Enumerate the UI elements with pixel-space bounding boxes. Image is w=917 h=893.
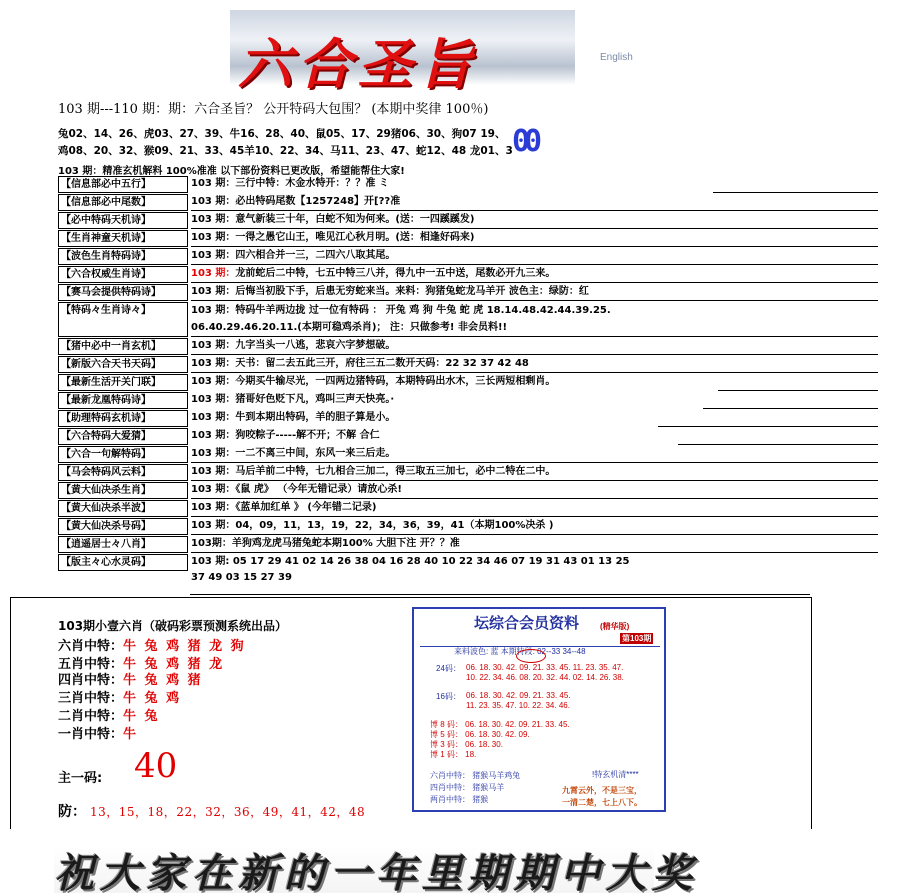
row-label: 【赛马会提供特码诗】 (58, 284, 188, 301)
table-row (58, 248, 878, 266)
main-code-value: 40 (134, 746, 178, 786)
row-content-red: 103 期： (191, 268, 236, 279)
table-row (58, 482, 878, 500)
row-rule (191, 336, 878, 337)
row-rule (191, 264, 878, 265)
row-content: 103 期：天书：留二去五此三开，府往三五二数开天码：22 32 37 42 48 (191, 358, 529, 369)
row-rule (191, 246, 878, 247)
period-heading: 103 期---110 期：期：六合圣旨？ 公开特码大包围？ (本期中奖律 100％) (58, 102, 489, 117)
row-label: 【马会特码风云料】 (58, 464, 188, 481)
row-content: 103 期：必出特码尾数【1257248】开[??准 (191, 196, 401, 207)
row-content: 103 期：《蓝单加红单 》 (今年错二记录) (191, 502, 377, 513)
tier-zodiacs: 牛 兔 鸡 猪 龙 狗 (123, 639, 246, 654)
row-content: 103 期：九字当头一八逃，悲哀六字梦想破。 (191, 340, 396, 351)
row-rule (718, 390, 878, 391)
row-content: 103 期：《鼠 虎》 （今年无错记录）请放心杀! (191, 484, 402, 495)
tier-four (58, 669, 203, 688)
card-two: 两肖中特： 猪猴 (430, 795, 489, 804)
table-row (58, 464, 878, 482)
table-row (58, 410, 878, 428)
row-rule (191, 372, 878, 373)
row-content: 103 期：牛到本期出特码，羊的胆子算是小。 (191, 412, 396, 423)
row-content: 103 期：后悔当初股下手，后患无穷蛇来当。来料：狗猪兔蛇龙马羊开 波色主：绿防：红 (191, 286, 589, 297)
table-row (58, 536, 878, 554)
table-row (58, 518, 878, 536)
table-row (58, 356, 878, 374)
row-content: 103 期：马后羊前二中特，七九相合三加二，得三取五三加七，必中二特在二中。 (191, 466, 556, 477)
table-row (58, 284, 878, 302)
divider (190, 594, 810, 595)
notice-line: 103 期：精准玄机解料 100%准准 以下部份资料已更改版，希望能帮住大家! (58, 166, 405, 177)
row-label: 【逍遥居士々八肖】 (58, 536, 188, 553)
card-line-1: 来料波色: 蓝 本期特段: 02--33 34--48 (454, 647, 586, 656)
row-label: 【黄大仙决杀生肖】 (58, 482, 188, 499)
tier-prefix: 二肖中特： (58, 709, 124, 724)
table-row (58, 446, 878, 464)
card-poem-1: 九霄云外，不是三宝， (562, 786, 642, 795)
prediction-table (58, 176, 878, 592)
row-content: 103 期：三行中特：木金水特开：？？准 ミ (191, 178, 389, 189)
card-b3: 博 3 码： 06. 18. 30. (430, 740, 503, 749)
tier-prefix: 四肖中特： (58, 673, 124, 688)
site-title: 六合圣旨 (238, 32, 478, 96)
english-link[interactable]: English (600, 52, 633, 63)
row-rule (191, 462, 878, 463)
row-label: 【六合一句解特码】 (58, 446, 188, 463)
row-content-line-2: 06.40.29.46.20.11.(本期可稳鸡杀肖)； 注：只做参考! 非会员料!! (191, 322, 508, 333)
row-content (191, 554, 630, 586)
row-label: 【必中特码天机诗】 (58, 212, 188, 229)
table-row (58, 338, 878, 356)
row-rule (191, 498, 878, 499)
row-content (191, 266, 555, 282)
table-row (58, 176, 878, 194)
card-six: 六肖中特： 猪猴马羊鸡兔 (430, 771, 521, 780)
row-label: 【信息部必中五行】 (58, 176, 188, 193)
row-label: 【新版六合天书天码】 (58, 356, 188, 373)
row-content: 103 期：04，09，11，13，19，22，34，36，39，41（本期100%决杀 ) (191, 520, 554, 531)
tier-six (58, 635, 246, 654)
tier-zodiacs: 牛 兔 鸡 猪 龙 (123, 657, 225, 672)
zodiac-numbers-line-2: 鸡08、20、32、猴09、21、33、45羊10、22、34、马11、23、47、蛇12、48 龙01、3 (58, 145, 513, 157)
row-content: 103期：羊狗鸡龙虎马猪兔蛇本期100% 大胆下注 开？？准 (191, 538, 460, 549)
row-rule (191, 282, 878, 283)
card-g24-b: 10. 22. 34. 46. 08. 20. 32. 44. 02. 14. 26. 38. (466, 673, 624, 682)
tier-zodiacs: 牛 兔 鸡 猪 (123, 673, 203, 688)
tier-two (58, 705, 160, 724)
table-row (58, 212, 878, 230)
row-label: 【猪中必中一肖玄机】 (58, 338, 188, 355)
table-row (58, 392, 878, 410)
row-label: 【最新生活开关门联】 (58, 374, 188, 391)
tier-prefix: 一肖中特： (58, 727, 124, 742)
card-g16-a: 06. 18. 30. 42. 09. 21. 33. 45. (466, 691, 571, 700)
card-badge-period: 第103期 (622, 634, 652, 643)
table-row (58, 554, 878, 592)
member-card-image (412, 607, 666, 812)
zodiac-numbers-line-1: 兔02、14、26、虎03、27、39、牛16、28、40、鼠05、17、29猪06、30、狗07 19、 (58, 128, 506, 140)
card-badge-edition: (精华版) (600, 622, 630, 631)
defend-label: 防： (58, 804, 86, 820)
card-title: 坛综合会员资料 (474, 615, 580, 632)
row-label: 【波色生肖特码诗】 (58, 248, 188, 265)
tier-prefix: 六肖中特： (58, 639, 124, 654)
card-four: 四肖中特： 猪猴马羊 (430, 783, 505, 792)
card-g16-b: 11. 23. 35. 47. 10. 22. 34. 46. (466, 701, 570, 710)
row-rule (191, 300, 878, 301)
tier-three (58, 687, 181, 706)
row-content: 103 期：一二不离三中间，东风一来三后走。 (191, 448, 396, 459)
table-row (58, 302, 878, 338)
card-b1: 博 1 码： 18. (430, 750, 477, 759)
card-tag: !特玄机清**** (592, 770, 639, 779)
six-zodiac-title: 103期小壹六肖（破码彩票预测系统出品） (58, 619, 288, 633)
footer-slogan: 祝大家在新的一年里期期中大奖 (54, 850, 698, 893)
row-rule (658, 426, 878, 427)
row-content (191, 302, 611, 336)
row-rule (191, 210, 878, 211)
row-label: 【六合特码大爱猜】 (58, 428, 188, 445)
row-label: 【最新龙凰特码诗】 (58, 392, 188, 409)
row-content: 103 期：狗咬粽子-----解不开；不解 合仁 (191, 430, 380, 441)
row-label: 【信息部必中尾数】 (58, 194, 188, 211)
row-label: 【黄大仙决杀号码】 (58, 518, 188, 535)
row-rule (191, 228, 878, 229)
row-label: 【黄大仙决杀半波】 (58, 500, 188, 517)
tier-zodiacs: 牛 (123, 727, 139, 742)
blue-logo-icon: 00 (512, 124, 537, 159)
row-content: 103 期：意气新装三十年，白蛇不知为何来。(送：一四蹊蹊发) (191, 214, 475, 225)
row-rule (191, 354, 878, 355)
row-rule (191, 552, 878, 553)
card-b8: 博 8 码： 06. 18. 30. 42. 09. 21. 33. 45. (430, 720, 570, 729)
row-rule (191, 516, 878, 517)
tier-zodiacs: 牛 兔 鸡 (123, 691, 182, 706)
row-content: 103 期：猪哥好色贬下凡，鸡叫三声天快亮。· (191, 394, 395, 405)
card-g24-a: 06. 18. 30. 42. 09. 21. 33. 45. 11. 23. 35. 47. (466, 663, 624, 672)
row-content-line-1: 103 期: 05 17 29 41 02 14 26 38 04 16 28 40 10 22 34 46 07 19 31 43 01 13 25 (191, 556, 630, 567)
row-label: 【特码々生肖诗々】 (58, 302, 188, 337)
row-rule (678, 444, 878, 445)
table-row (58, 266, 878, 284)
row-rule (713, 192, 878, 193)
row-rule (191, 534, 878, 535)
table-row (58, 194, 878, 212)
row-content: 103 期：今期买牛输尽光，一四两边猪特码，本期特码出水木，三长两短相剩肖。 (191, 376, 556, 387)
table-row (58, 428, 878, 446)
tier-prefix: 五肖中特： (58, 657, 124, 672)
row-content-text: 龙前蛇后二中特，七五中特三八并，得九中一五中送，尾数必开九三来。 (235, 268, 556, 279)
row-label: 【六合权威生肖诗】 (58, 266, 188, 283)
defend-values: 13，15，18，22，32，36，49，41，42，48 (90, 805, 366, 819)
card-g16-label: 16码： (436, 692, 461, 701)
row-label: 【版主々心水灵码】 (58, 554, 188, 571)
table-row (58, 374, 878, 392)
row-content: 103 期：一得之愚它山王，唯见江心秋月明。(送：相逢好码来) (191, 232, 475, 243)
row-label: 【生肖神童天机诗】 (58, 230, 188, 247)
table-row (58, 230, 878, 248)
card-b5: 博 5 码： 06. 18. 30. 42. 09. (430, 730, 530, 739)
card-g24-label: 24码： (436, 664, 461, 673)
row-label: 【助理特码玄机诗】 (58, 410, 188, 427)
tier-zodiacs: 牛 兔 (123, 709, 160, 724)
row-content: 103 期：四六相合并一三，二四六八取其尾。 (191, 250, 396, 261)
main-code-label: 主一码: (58, 771, 103, 786)
tier-one (58, 723, 138, 742)
row-content-line-1: 103 期：特码牛羊两边拢 过一位有特码 ： 开兔 鸡 狗 牛兔 蛇 虎 18.14.48.42.44.39.25. (191, 305, 611, 316)
card-poem-2: 一清二楚，七上八下。 (562, 798, 642, 807)
table-row (58, 500, 878, 518)
card-stamp-icon (516, 649, 546, 663)
row-content-line-2: 37 49 03 15 27 39 (191, 572, 292, 583)
row-rule (703, 408, 878, 409)
tier-prefix: 三肖中特： (58, 691, 124, 706)
row-rule (191, 480, 878, 481)
